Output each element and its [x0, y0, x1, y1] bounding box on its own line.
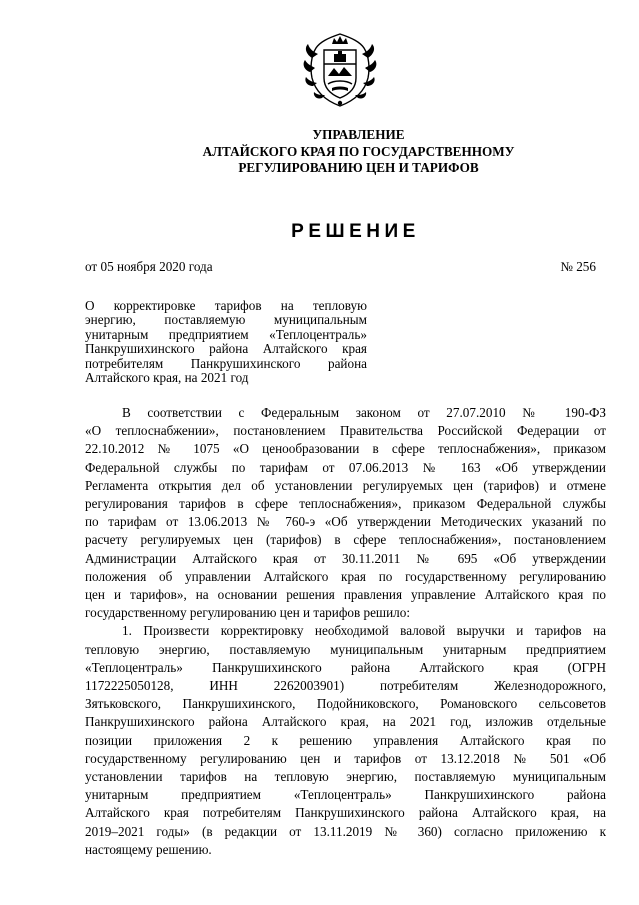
- item-line: государственному регулированию цен и тарифов от 13.12.2018 № 501 «Об: [85, 750, 606, 766]
- altai-krai-coat-of-arms-icon: [298, 28, 382, 112]
- item-line: тепловую энергию, поставляемую муниципальным унитарным предприятием: [85, 641, 606, 657]
- subject-line: Алтайского края, на 2021 год: [85, 370, 249, 386]
- subject-line: О корректировке тарифов на тепловую: [85, 298, 367, 313]
- item-line: Зятьковского, Панкрушихинского, Подойниковского, Романовского сельсоветов: [85, 696, 606, 712]
- preamble-line: «О теплоснабжении», постановлением Правительства Российской Федерации от: [85, 423, 606, 439]
- preamble-line: 22.10.2012 № 1075 «О ценообразовании в сфере теплоснабжения», приказом: [85, 441, 606, 457]
- document-subject: [85, 299, 367, 385]
- item-line: Панкрушихинского района Алтайского края, на 2021 год, изложив отдельные: [85, 714, 606, 730]
- document-title-block: [0, 221, 639, 243]
- item-line: 2019–2021 годы» (в редакции от 13.11.2019 № 360) согласно приложению к: [85, 823, 606, 839]
- preamble-line: положения об управлении Алтайского края по государственному регулированию: [85, 568, 606, 584]
- organization-name: [0, 127, 639, 177]
- item-line: Алтайского края потребителям Панкрушихинского района Алтайского края, на: [85, 805, 606, 821]
- organization-line-3: РЕГУЛИРОВАНИЮ ЦЕН И ТАРИФОВ: [238, 160, 479, 175]
- item-line: «Теплоцентраль» Панкрушихинского района Алтайского края (ОГРН: [85, 659, 606, 675]
- item-line: настоящему решению.: [85, 841, 212, 857]
- document-title: РЕШЕНИЕ: [291, 221, 420, 242]
- preamble-line: регулирования тарифов в сфере теплоснабжения», приказом Федеральной службы: [85, 496, 606, 512]
- organization-line-1: УПРАВЛЕНИЕ: [312, 127, 405, 142]
- item-line: 1172225050128, ИНН 2262003901) потребителям Железнодорожного,: [85, 678, 606, 694]
- preamble-line: государственному регулированию цен и тарифов решило:: [85, 605, 410, 621]
- document-date: от 05 ноября 2020 года: [85, 259, 213, 274]
- preamble-line: расчету регулируемых цен (тарифов) в сфере теплоснабжения», постановлением: [85, 532, 606, 548]
- subject-line: энергию, поставляемую муниципальным: [85, 312, 367, 328]
- preamble-line: В соответствии с Федеральным законом от 27.07.2010 № 190-ФЗ: [122, 405, 606, 420]
- item-line: позиции приложения 2 к решению управления Алтайского края по: [85, 732, 606, 748]
- preamble-line: по тарифам от 13.06.2013 № 760-э «Об утверждении Методических указаний по: [85, 514, 606, 530]
- subject-line: унитарным предприятием «Теплоцентраль»: [85, 326, 367, 342]
- subject-line: Панкрушихинского района Алтайского края: [85, 341, 367, 357]
- preamble-line: Федеральной службы по тарифам от 07.06.2013 № 163 «Об утверждении: [85, 459, 606, 475]
- preamble-line: Регламента открытия дел об установлении регулируемых цен (тарифов) и отмене: [85, 477, 606, 493]
- preamble-line: Администрации Алтайского края от 30.11.2011 № 695 «Об утверждении: [85, 550, 606, 566]
- subject-line: потребителям Панкрушихинского района: [85, 355, 367, 371]
- preamble-line: цен и тарифов», на основании решения правления управление Алтайского края по: [85, 587, 606, 603]
- item-line: 1. Произвести корректировку необходимой валовой выручки и тарифов на: [122, 623, 606, 639]
- preamble-paragraph: [85, 404, 606, 622]
- item-line: унитарным предприятием «Теплоцентраль» Панкрушихинского района: [85, 787, 606, 803]
- item-1-paragraph: [85, 622, 606, 859]
- organization-line-2: АЛТАЙСКОГО КРАЯ ПО ГОСУДАРСТВЕННОМУ: [202, 143, 515, 159]
- document-number: № 256: [560, 259, 596, 274]
- item-line: установлении тарифов на тепловую энергию, поставляемую муниципальным: [85, 769, 606, 785]
- document-body: [85, 404, 606, 859]
